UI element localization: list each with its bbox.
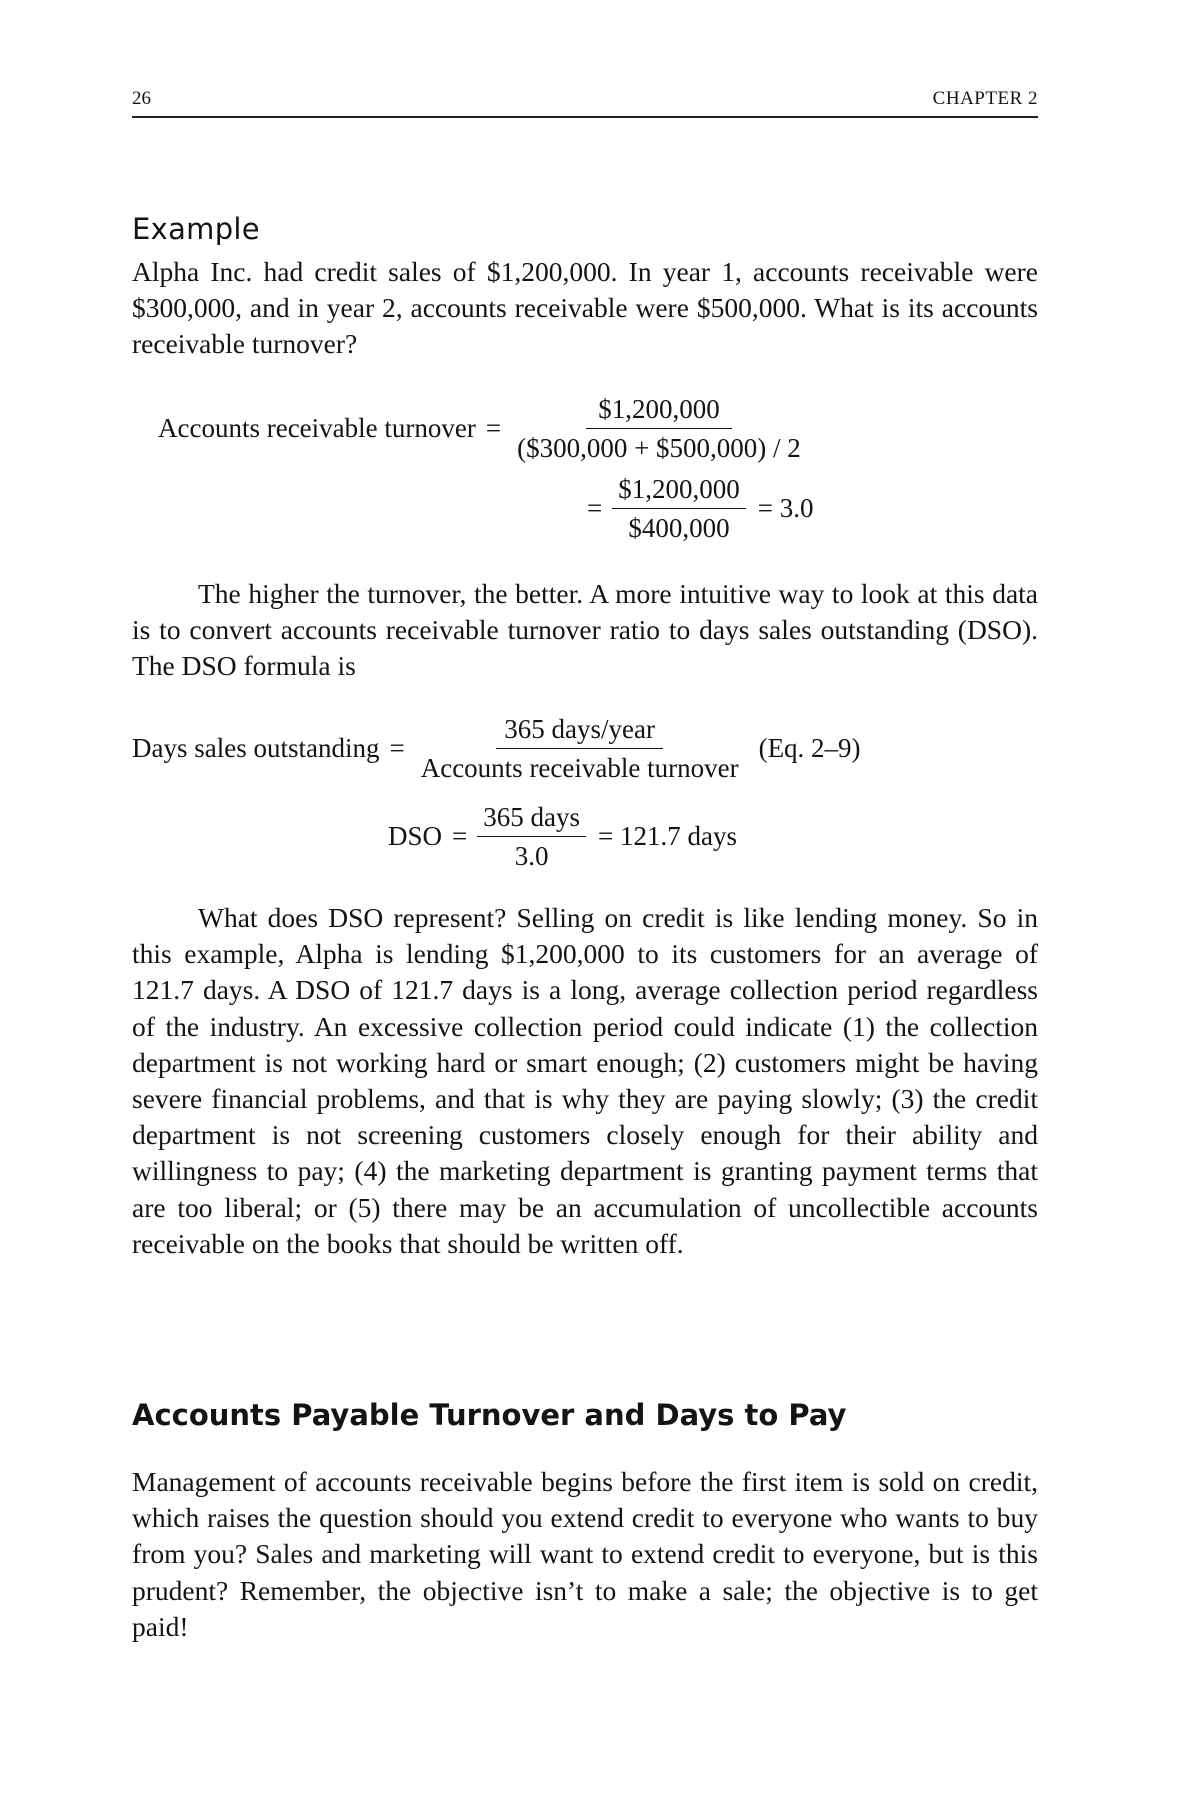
example-title: Example: [132, 212, 260, 246]
dso-intro-paragraph: The higher the turnover, the better. A more intuitive way to look at this data is to convert accounts receivable turnover ratio to days sales outstanding (DSO). The DSO formula is: [132, 578, 1038, 682]
equals-sign: =: [485, 413, 502, 443]
ar-simplified-fraction: [612, 472, 746, 545]
dso-formula-numerator: 365 days/year: [496, 712, 663, 749]
dso-formula-denominator: Accounts receivable turnover: [420, 753, 739, 783]
book-page: [132, 0, 1038, 1800]
dso-calc-fraction: [477, 800, 586, 873]
dso-formula: [132, 712, 861, 785]
ar-turnover-denominator: ($300,000 + $500,000) / 2: [517, 433, 801, 463]
ar-simplified-numerator: $1,200,000: [612, 472, 746, 509]
dso-meaning-paragraph: What does DSO represent? Selling on credit is like lending money. So in this example, Alpha is lending $1,200,000 to its customers for an average of 121.7 days. A DSO of 121.7 days is a long, average collection period regardless of the industry. An excessive collection period could indicate (1) the collection department is not working hard or smart enough; (2) customers might be having severe financial problems, and that is why they are paying slowly; (3) the credit department is not screening customers closely enough for their ability and willingness to pay; (4) the marketing department is granting payment terms that are too liberal; or (5) there may be an accumulation of uncollectible accounts receivable on the books that should be written off.: [132, 902, 1038, 1259]
ar-turnover-simplified-equation: [587, 472, 813, 545]
equation-number: (Eq. 2–9): [758, 733, 861, 763]
ar-turnover-fraction: [511, 392, 807, 465]
ar-turnover-lhs: Accounts receivable turnover: [158, 413, 476, 443]
dso-formula-fraction: [415, 712, 745, 785]
equals-sign: =: [389, 733, 405, 763]
equals-sign: =: [452, 821, 468, 851]
section-heading-accounts-payable: Accounts Payable Turnover and Days to Pay: [132, 1398, 847, 1432]
ar-turnover-numerator: $1,200,000: [586, 392, 732, 429]
ar-simplified-denominator: $400,000: [628, 513, 730, 543]
example-intro-paragraph: Alpha Inc. had credit sales of $1,200,000. In year 1, accounts receivable were $300,000, and in year 2, accounts receivable were $500,000. What is its accounts receivable turnover?: [132, 256, 1038, 360]
dso-calculation: [388, 800, 737, 873]
dso-calc-lhs: DSO: [388, 821, 443, 851]
page-number: 26: [132, 88, 151, 109]
ar-turnover-result: = 3.0: [757, 493, 814, 523]
running-header: [132, 82, 1038, 118]
dso-calc-numerator: 365 days: [477, 800, 586, 837]
dso-formula-lhs: Days sales outstanding: [132, 733, 380, 763]
accounts-payable-paragraph: Management of accounts receivable begins before the first item is sold on credit, which raises the question should you extend credit to everyone who wants to buy from you? Sales and marketing will want to extend credit to everyone, but is this prudent? Remember, the objective isn’t to make a sale; the objective is to get paid!: [132, 1466, 1038, 1642]
dso-calc-result: = 121.7 days: [598, 821, 737, 851]
equals-sign: =: [587, 493, 603, 523]
dso-calc-denominator: 3.0: [514, 841, 549, 871]
ar-turnover-equation: [158, 392, 807, 465]
chapter-label: CHAPTER 2: [932, 88, 1038, 109]
